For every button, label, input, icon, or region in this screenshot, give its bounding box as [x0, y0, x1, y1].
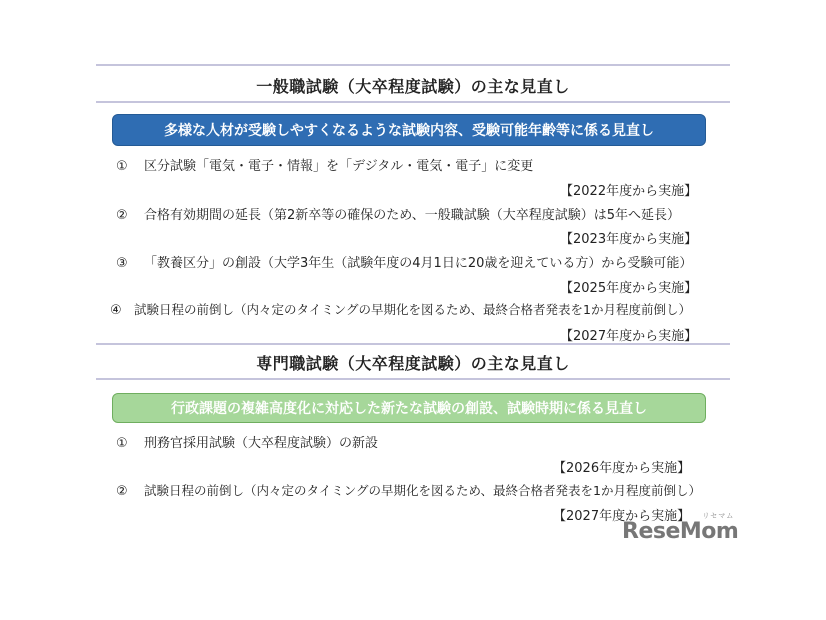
general-item-2	[116, 204, 680, 223]
top-rule	[96, 64, 730, 66]
general-title-underline	[96, 101, 730, 103]
general-item-2-date: 【2023年度から実施】	[560, 232, 698, 247]
specialist-item-2	[116, 481, 701, 499]
item-number: ①	[116, 436, 128, 451]
section-divider-rule	[96, 343, 730, 345]
general-item-1-date: 【2022年度から実施】	[560, 184, 698, 199]
general-item-3-date: 【2025年度から実施】	[560, 281, 698, 296]
item-number: ②	[116, 484, 128, 499]
general-item-4	[110, 300, 691, 318]
item-number: ②	[116, 208, 128, 223]
general-banner: 多様な人材が受験しやすくなるような試験内容、受験可能年齢等に係る見直し	[112, 114, 706, 146]
specialist-item-1-date: 【2026年度から実施】	[553, 461, 691, 476]
resemom-logo	[622, 512, 739, 544]
item-number: ①	[116, 159, 128, 174]
item-number: ③	[116, 256, 128, 271]
general-item-1	[116, 155, 533, 174]
item-text: 試験日程の前倒し（内々定のタイミングの早期化を図るため、最終合格者発表を1か月程度前倒し）	[134, 302, 691, 317]
general-item-3	[116, 252, 692, 271]
specialist-item-2-date: 【2027年度から実施】	[553, 509, 691, 524]
specialist-item-1	[116, 432, 378, 451]
logo-ruby: リセマム	[702, 512, 735, 520]
item-text: 合格有効期間の延長（第2新卒等の確保のため、一般職試験（大卒程度試験）は5年へ延長）	[144, 208, 681, 223]
item-text: 区分試験「電気・電子・情報」を「デジタル・電気・電子」に変更	[144, 159, 534, 174]
general-section-title: 一般職試験（大卒程度試験）の主な見直し	[256, 77, 570, 96]
item-text: 「教養区分」の創設（大学3年生（試験年度の4月1日に20歳を迎えている方）から受験可能）	[144, 256, 693, 271]
item-number: ④	[110, 303, 122, 318]
specialist-section-title: 専門職試験（大卒程度試験）の主な見直し	[256, 354, 570, 373]
item-text: 刑務官採用試験（大卒程度試験）の新設	[144, 436, 379, 451]
logo-text: ReseMom	[622, 519, 739, 544]
specialist-title-underline	[96, 378, 730, 380]
general-item-4-date: 【2027年度から実施】	[560, 329, 698, 344]
item-text: 試験日程の前倒し（内々定のタイミングの早期化を図るため、最終合格者発表を1か月程度前倒し）	[144, 483, 701, 498]
specialist-banner: 行政課題の複雑高度化に対応した新たな試験の創設、試験時期に係る見直し	[112, 393, 706, 423]
